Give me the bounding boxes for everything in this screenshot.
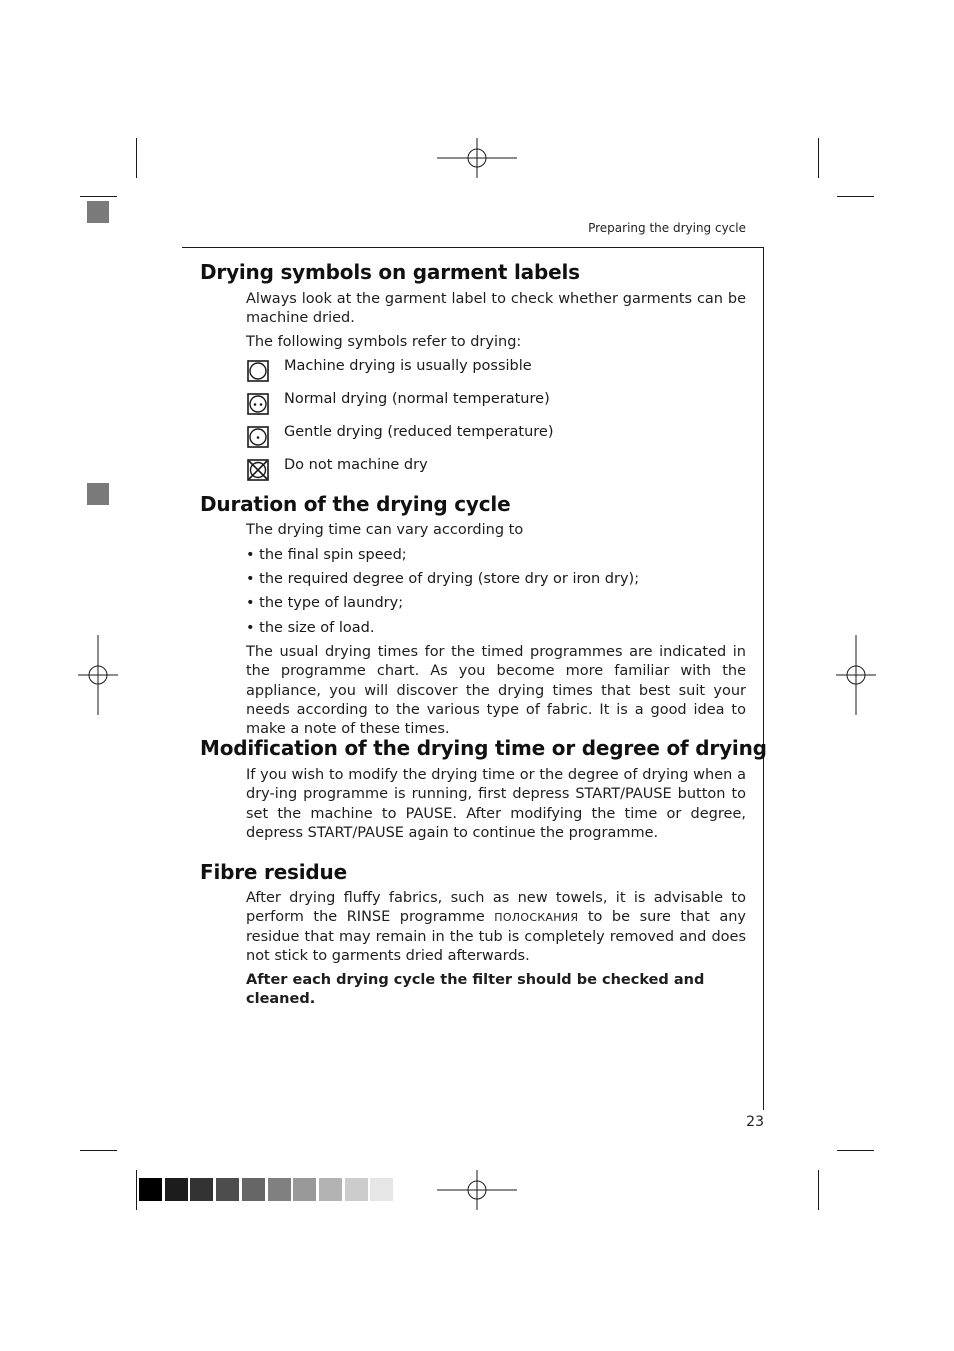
- filter-warning: After each drying cycle the filter should be checked and cleaned.: [246, 972, 705, 1008]
- color-swatch: [242, 1178, 265, 1201]
- section-heading-modification: Modification of the drying time or degree of drying: [200, 736, 767, 760]
- tumble-dry-icon: [246, 359, 270, 383]
- symbol-label: Normal drying (normal temperature): [284, 391, 550, 407]
- crop-mark: [837, 1150, 874, 1151]
- list-item: • the type of laundry;: [246, 595, 404, 611]
- crop-mark: [80, 196, 117, 197]
- duration-lead: The drying time can vary according to: [246, 522, 524, 538]
- fibre-body-text: to be sure that any residue that may remain in the tub is completely removed and does not stick to garments dried afterwards.: [246, 909, 747, 964]
- color-swatch: [370, 1178, 393, 1201]
- section-heading-fibre-residue: Fibre residue: [200, 860, 347, 884]
- do-not-tumble-dry-icon: [246, 458, 270, 482]
- list-item: • the required degree of drying (store dry or iron dry);: [246, 571, 640, 587]
- section-tab-marker: [87, 483, 109, 505]
- color-swatch: [345, 1178, 368, 1201]
- color-swatch: [165, 1178, 188, 1201]
- color-swatch: [139, 1178, 162, 1201]
- color-swatch: [268, 1178, 291, 1201]
- registration-mark-icon: [437, 1170, 517, 1210]
- modification-body: If you wish to modify the drying time or the degree of drying when a dry-ing programme is running, first depress START/PAUSE button to set the machine to PAUSE. After modifying the time or degree, depress START/PAUSE again to continue the programme.: [246, 767, 746, 841]
- crop-mark: [80, 1150, 117, 1151]
- page-number: 23: [746, 1114, 764, 1130]
- list-item: • the size of load.: [246, 620, 375, 636]
- page-frame-right-rule: [763, 247, 764, 1110]
- section-tab-marker: [87, 201, 109, 223]
- registration-mark-icon: [437, 138, 517, 178]
- rinse-programme-label: ПОЛОСКАНИЯ: [494, 911, 579, 925]
- symbol-row: [246, 357, 746, 383]
- registration-mark-icon: [836, 635, 876, 715]
- crop-mark: [136, 138, 137, 178]
- symbol-label: Do not machine dry: [284, 457, 428, 473]
- symbols-lead: The following symbols refer to drying:: [246, 334, 522, 350]
- crop-mark: [818, 1170, 819, 1210]
- running-head: Preparing the drying cycle: [588, 221, 746, 235]
- crop-mark: [818, 138, 819, 178]
- symbols-intro: Always look at the garment label to check whether garments can be machine dried.: [246, 291, 746, 327]
- symbol-row: [246, 423, 746, 449]
- crop-mark: [837, 196, 874, 197]
- symbol-row: [246, 456, 746, 482]
- list-item: • the final spin speed;: [246, 547, 407, 563]
- symbol-label: Gentle drying (reduced temperature): [284, 424, 554, 440]
- color-swatch: [216, 1178, 239, 1201]
- tumble-dry-low-icon: [246, 425, 270, 449]
- crop-mark: [136, 1170, 137, 1210]
- symbol-label: Machine drying is usually possible: [284, 358, 532, 374]
- section-heading-duration: Duration of the drying cycle: [200, 492, 511, 516]
- fibre-body: [246, 889, 746, 966]
- page-frame-top-rule: [182, 247, 764, 248]
- tumble-dry-normal-icon: [246, 392, 270, 416]
- registration-mark-icon: [78, 635, 118, 715]
- color-swatch: [293, 1178, 316, 1201]
- color-swatch: [319, 1178, 342, 1201]
- fibre-body-text: After drying fluffy fabrics, such as new towels, it is advisable to perform the RINSE programme: [246, 890, 746, 926]
- duration-body: The usual drying times for the timed programmes are indicated in the programme chart. As you become more familiar with the appliance, you will discover the drying times that best suit your needs according to the various type of fabric. It is a good idea to make a note of these times.: [246, 644, 746, 738]
- section-heading-drying-symbols: Drying symbols on garment labels: [200, 260, 580, 284]
- symbol-row: [246, 390, 746, 416]
- color-swatch: [190, 1178, 213, 1201]
